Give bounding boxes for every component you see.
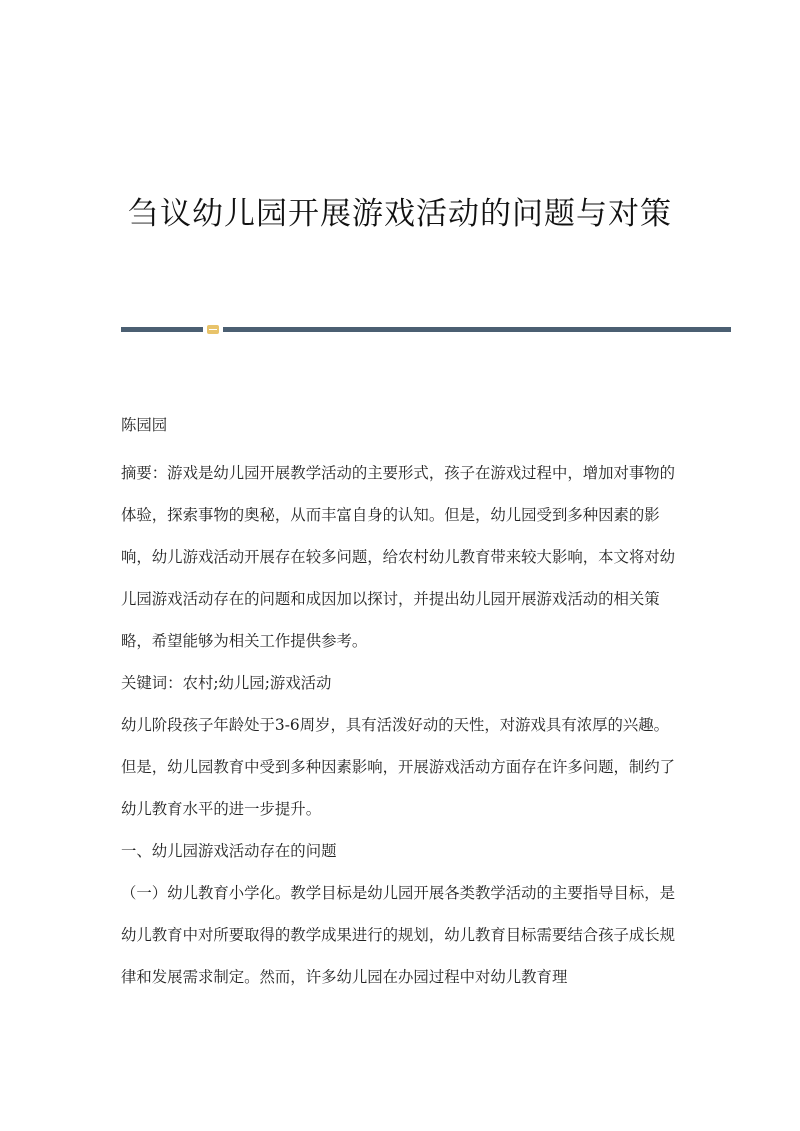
section-paragraph: （一）幼儿教育小学化。教学目标是幼儿园开展各类教学活动的主要指导目标，是幼儿教育中对所要取得的教学成果进行的规划，幼儿教育目标需要结合孩子成长规律和发展需求制定。然而，许多幼儿园在办园过程中对幼儿教育理	[121, 884, 676, 986]
divider-bar-right	[223, 327, 731, 332]
document-body	[121, 404, 681, 998]
keywords-line: 关键词：农村;幼儿园;游戏活动	[121, 674, 332, 692]
intro-paragraph: 幼儿阶段孩子年龄处于3-6周岁，具有活泼好动的天性，对游戏具有浓厚的兴趣。但是，幼儿园教育中受到多种因素影响，开展游戏活动方面存在许多问题，制约了幼儿教育水平的进一步提升。	[121, 716, 676, 818]
document-title: 刍议幼儿园开展游戏活动的问题与对策	[128, 196, 672, 232]
section-heading: 一、幼儿园游戏活动存在的问题	[121, 842, 337, 860]
divider-bar-left	[121, 327, 203, 332]
author-name: 陈园园	[121, 416, 168, 434]
title-divider	[121, 325, 731, 333]
book-emblem-icon	[207, 325, 219, 334]
abstract-paragraph: 摘要：游戏是幼儿园开展教学活动的主要形式，孩子在游戏过程中，增加对事物的体验，探索事物的奥秘，从而丰富自身的认知。但是，幼儿园受到多种因素的影响，幼儿游戏活动开展存在较多问题，给农村幼儿教育带来较大影响，本文将对幼儿园游戏活动存在的问题和成因加以探讨，并提出幼儿园开展游戏活动的相关策略，希望能够为相关工作提供参考。	[121, 464, 676, 650]
